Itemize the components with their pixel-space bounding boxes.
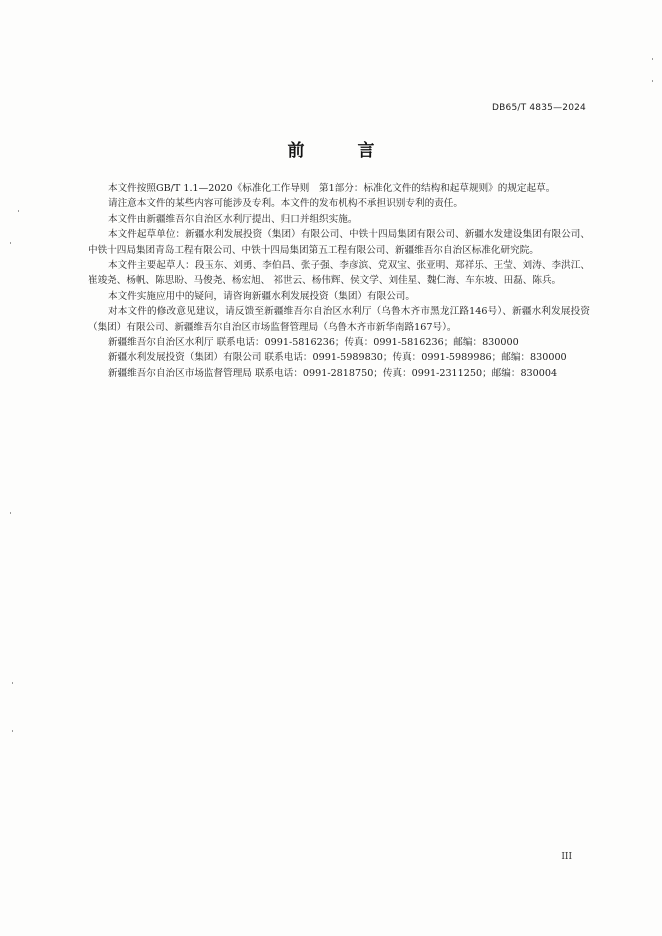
paragraph-inquiries: 本文件实施应用中的疑问，请咨询新疆水利发展投资（集团）有限公司。 [108, 290, 415, 302]
contact-water-investment-group: 新疆水利发展投资（集团）有限公司 联系电话：0991-5989830；传真：0991-5989986；邮编：830000 [108, 352, 567, 364]
scan-mark [10, 242, 11, 244]
paragraph-proposer: 本文件由新疆维吾尔自治区水利厅提出、归口并组织实施。 [108, 213, 358, 225]
foreword-body [88, 181, 590, 381]
scan-mark [12, 682, 13, 684]
scan-mark [652, 58, 653, 60]
paragraph-drafters: 本文件主要起草人：段玉东、刘勇、李伯昌、张子强、李彦滨、党双宝、张亚明、郑祥乐、王莹、刘涛、李洪江、崔竣尧、杨帆、陈思盼、马俊尧、杨宏旭、 祁世云、杨伟辉、侯文学、刘佳星、魏仁海、车东坡、田磊、陈兵。 [88, 260, 590, 287]
page-number: III [561, 852, 572, 862]
paragraph-patent-notice: 请注意本文件的某些内容可能涉及专利。本文件的发布机构不承担识别专利的责任。 [108, 198, 463, 210]
page-title: 前 言 [287, 141, 393, 161]
paragraph-drafting-rules: 本文件按照GB/T 1.1—2020《标准化工作导则 第1部分：标准化文件的结构和起草规则》的规定起草。 [108, 183, 556, 194]
scan-mark [652, 80, 653, 82]
paragraph-drafting-units: 本文件起草单位：新疆水利发展投资（集团）有限公司、中铁十四局集团有限公司、新疆水发建设集团有限公司、中铁十四局集团青岛工程有限公司、中铁十四局集团第五工程有限公司、新疆维吾尔自治区标准化研究院。 [88, 229, 590, 256]
contact-market-regulation-bureau: 新疆维吾尔自治区市场监督管理局 联系电话：0991-2818750；传真：0991-2311250；邮编：830004 [108, 367, 558, 379]
contact-water-department: 新疆维吾尔自治区水利厅 联系电话：0991-5816236；传真：0991-5816236；邮编：830000 [108, 337, 519, 349]
scan-mark [12, 730, 13, 732]
paragraph-feedback: 对本文件的修改意见建议，请反馈至新疆维吾尔自治区水利厅（乌鲁木齐市黑龙江路146号）、新疆水利发展投资（集团）有限公司、新疆维吾尔自治区市场监督管理局（乌鲁木齐市新华南路167号）。 [88, 306, 590, 333]
scan-mark [10, 512, 11, 514]
standard-code: DB65/T 4835—2024 [492, 103, 586, 113]
scan-mark [18, 210, 19, 212]
